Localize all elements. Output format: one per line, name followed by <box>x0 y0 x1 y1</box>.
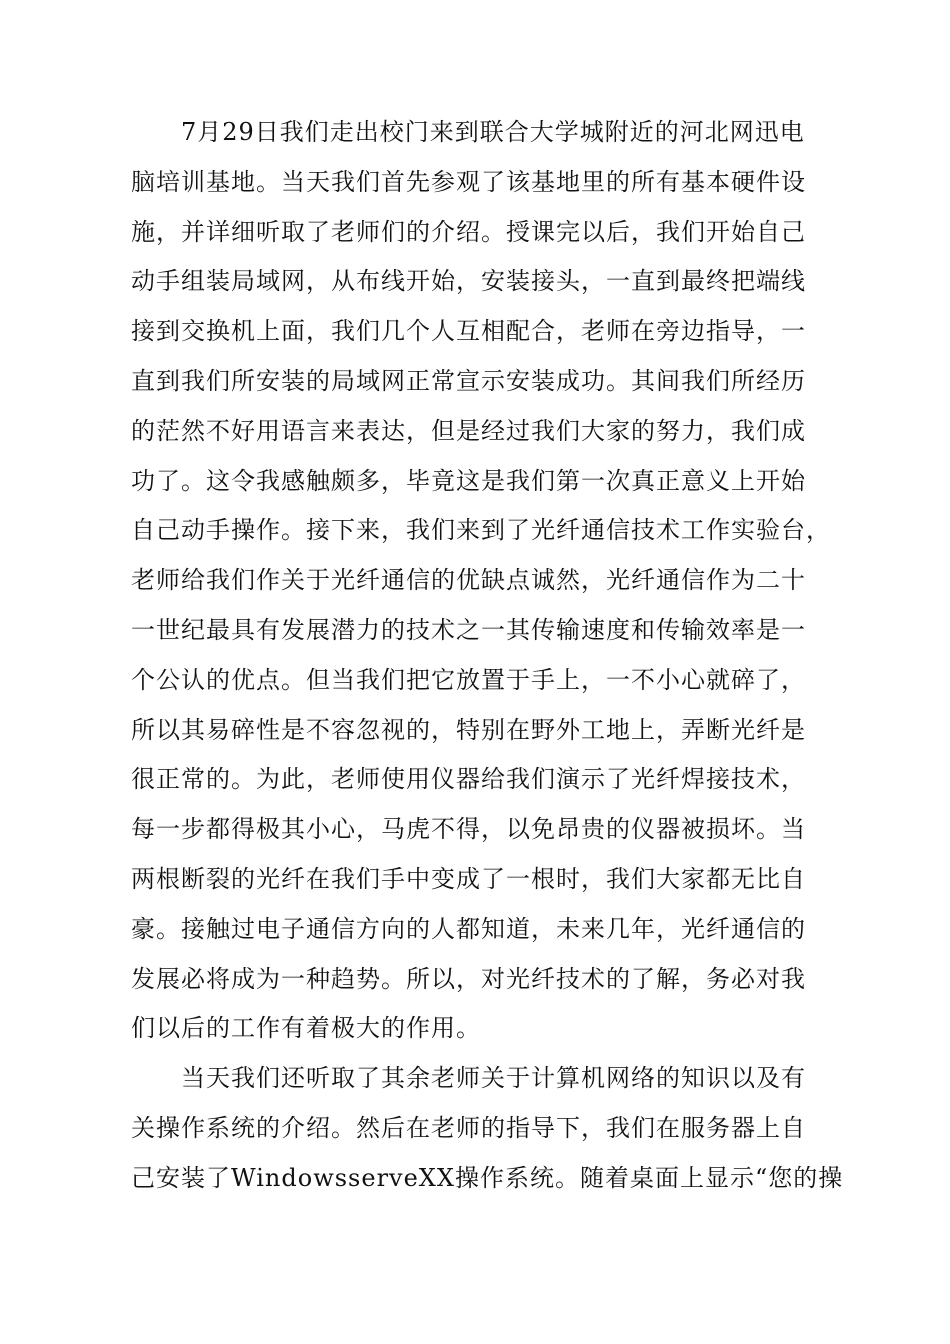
text-line: 两根断裂的光纤在我们手中变成了一根时，我们大家都无比自 <box>131 864 806 893</box>
text-line: 关操作系统的介绍。然后在老师的指导下，我们在服务器上自 <box>131 1113 806 1142</box>
text-line: 动手组装局域网，从布线开始，安装接头，一直到最终把端线 <box>131 267 806 296</box>
text-line: 自己动手操作。接下来，我们来到了光纤通信技术工作实验台， <box>131 516 831 545</box>
text-line: 的茫然不好用语言来表达，但是经过我们大家的努力，我们成 <box>131 416 806 445</box>
text-line: 己安装了WindowsserveXX操作系统。随着桌面上显示“您的操 <box>131 1163 844 1192</box>
text-line: 发展必将成为一种趋势。所以，对光纤技术的了解，务必对我 <box>131 964 806 993</box>
text-line: 个公认的优点。但当我们把它放置于手上，一不小心就碎了， <box>131 665 806 694</box>
document-body <box>131 108 861 1204</box>
paragraph-os-install <box>131 1054 861 1203</box>
text-line: 很正常的。为此，老师使用仪器给我们演示了光纤焊接技术， <box>131 765 806 794</box>
text-line: 当天我们还听取了其余老师关于计算机网络的知识以及有 <box>181 1064 806 1093</box>
text-line: 豪。接触过电子通信方向的人都知道，未来几年，光纤通信的 <box>131 914 806 943</box>
text-line: 7月29日我们走出校门来到联合大学城附近的河北网迅电 <box>181 118 805 146</box>
text-line: 直到我们所安装的局域网正常宣示安装成功。其间我们所经历 <box>131 366 806 395</box>
text-line: 功了。这令我感触颇多，毕竟这是我们第一次真正意义上开始 <box>131 466 806 495</box>
text-line: 们以后的工作有着极大的作用。 <box>131 1014 481 1043</box>
text-line: 老师给我们作关于光纤通信的优缺点诚然，光纤通信作为二十 <box>131 566 806 595</box>
text-line: 一世纪最具有发展潜力的技术之一其传输速度和传输效率是一 <box>131 615 806 644</box>
text-line: 脑培训基地。当天我们首先参观了该基地里的所有基本硬件设 <box>131 167 806 196</box>
text-line: 施，并详细听取了老师们的介绍。授课完以后，我们开始自己 <box>131 217 806 246</box>
text-line: 接到交换机上面，我们几个人互相配合，老师在旁边指导，一 <box>131 317 806 346</box>
paragraph-fiber-training <box>131 108 861 1054</box>
text-line: 每一步都得极其小心，马虎不得，以免昂贵的仪器被损坏。当 <box>131 815 806 844</box>
text-line: 所以其易碎性是不容忽视的，特别在野外工地上，弄断光纤是 <box>131 715 806 744</box>
